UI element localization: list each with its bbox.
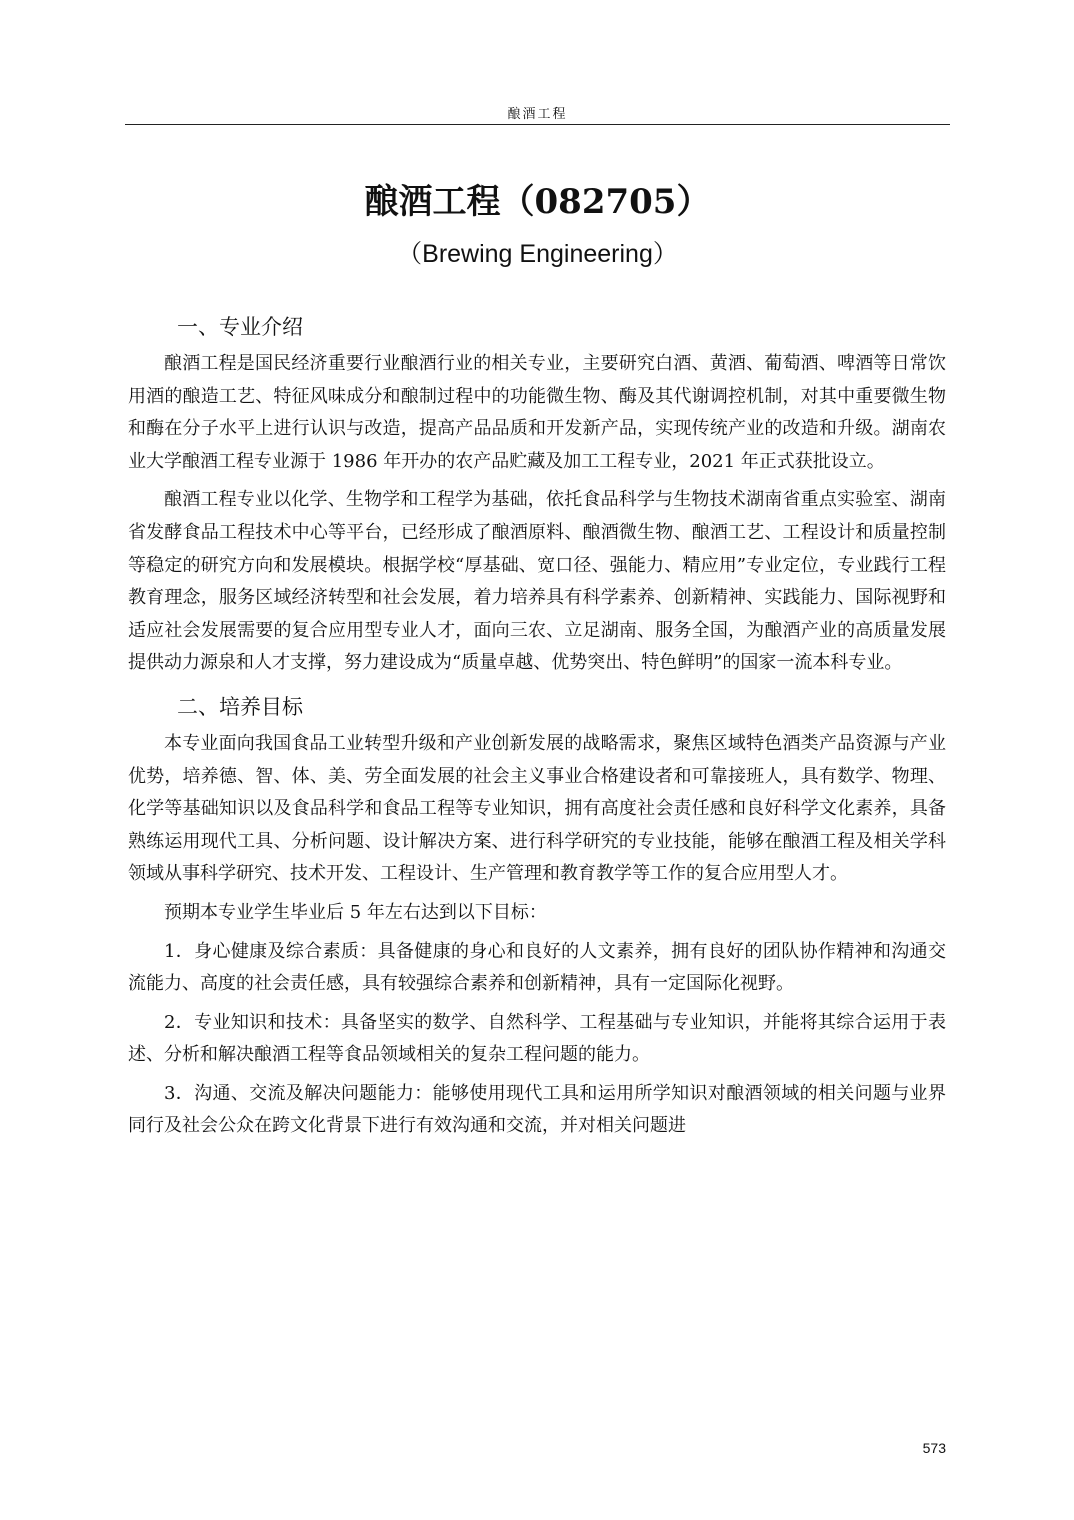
intro-paragraph: 酿酒工程专业以化学、生物学和工程学为基础，依托食品科学与生物技术湖南省重点实验室、湖南省发酵食品工程技术中心等平台，已经形成了酿酒原料、酿酒微生物、酿酒工艺、工程设计和质量控制等稳定的研究方向和发展模块。根据学校“厚基础、宽口径、强能力、精应用”专业定位，专业践行工程教育理念，服务区域经济转型和社会发展，着力培养具有科学素养、创新精神、实践能力、国际视野和适应社会发展需要的复合应用型专业人才，面向三农、立足湖南、服务全国，为酿酒产业的高质量发展提供动力源泉和人才支撑，努力建设成为“质量卓越、优势突出、特色鲜明”的国家一流本科专业。 xyxy=(128,489,946,674)
objective-item: 1．身心健康及综合素质：具备健康的身心和良好的人文素养，拥有良好的团队协作精神和沟通交流能力、高度的社会责任感，具有较强综合素养和创新精神，具有一定国际化视野。 xyxy=(128,940,946,995)
objectives-paragraph: 本专业面向我国食品工业转型升级和产业创新发展的战略需求，聚焦区域特色酒类产品资源与产业优势，培养德、智、体、美、劳全面发展的社会主义事业合格建设者和可靠接班人，具有数学、物理、化学等基础知识以及食品科学和食品工程等专业知识，拥有高度社会责任感和良好科学文化素养，具备熟练运用现代工具、分析问题、设计解决方案、进行科学研究的专业技能，能够在酿酒工程及相关学科领域从事科学研究、技术开发、工程设计、生产管理和教育教学等工作的复合应用型人才。 xyxy=(128,732,946,885)
objective-item: 3．沟通、交流及解决问题能力：能够使用现代工具和运用所学知识对酿酒领域的相关问题与业界同行及社会公众在跨文化背景下进行有效沟通和交流，并对相关问题进 xyxy=(128,1082,946,1137)
page-number: 573 xyxy=(922,1440,946,1456)
page-title: 酿酒工程（082705） xyxy=(364,182,711,222)
document-body xyxy=(128,306,946,1149)
page-subtitle: （Brewing Engineering） xyxy=(397,240,678,268)
section-heading-intro: 一、专业介绍 xyxy=(177,315,303,339)
intro-paragraph: 酿酒工程是国民经济重要行业酿酒行业的相关专业，主要研究白酒、黄酒、葡萄酒、啤酒等日常饮用酒的酿造工艺、特征风味成分和酿制过程中的功能微生物、酶及其代谢调控机制，对其中重要微生物和酶在分子水平上进行认识与改造，提高产品品质和开发新产品，实现传统产业的改造和升级。湖南农业大学酿酒工程专业源于 1986 年开办的农产品贮藏及加工工程专业，2021 年正式获批设立。 xyxy=(128,353,946,472)
header-divider xyxy=(125,124,950,125)
objective-item: 2．专业知识和技术：具备坚实的数学、自然科学、工程基础与专业知识，并能将其综合运用于表述、分析和解决酿酒工程等食品领域相关的复杂工程问题的能力。 xyxy=(128,1011,946,1066)
section-heading-objectives: 二、培养目标 xyxy=(177,694,303,719)
running-header: 酿酒工程 xyxy=(507,107,568,122)
objectives-paragraph: 预期本专业学生毕业后 5 年左右达到以下目标： xyxy=(164,901,547,923)
